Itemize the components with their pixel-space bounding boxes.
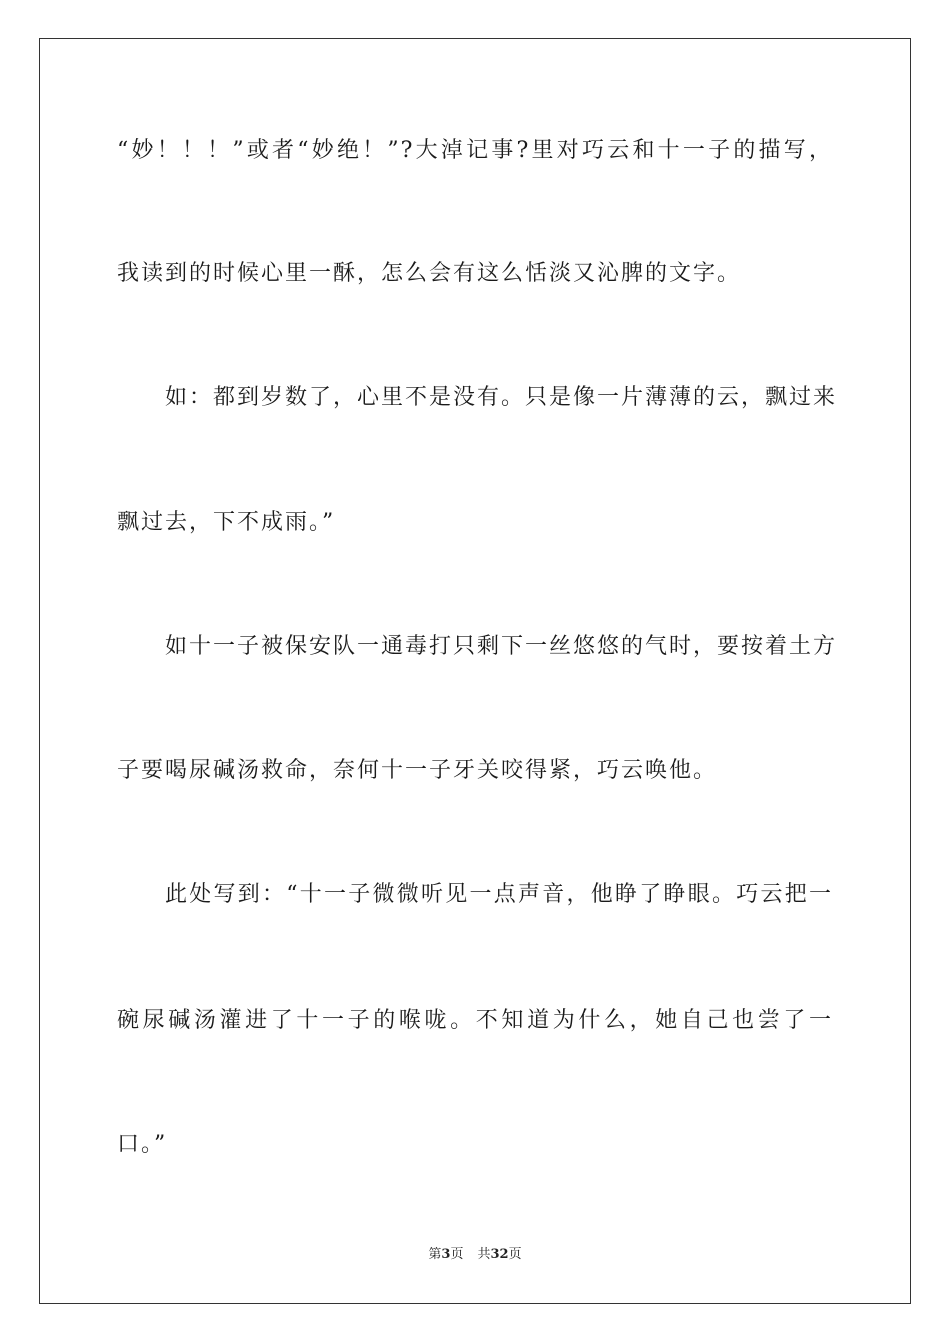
paragraph-line-2: 我读到的时候心里一酥，怎么会有这么恬淡又沁脾的文字。 xyxy=(117,261,742,286)
paragraph-line-8: 碗尿碱汤灌进了十一子的喉咙。不知道为什么，她自己也尝了一 xyxy=(117,1008,833,1033)
paragraph-line-3: 如：都到岁数了，心里不是没有。只是像一片薄薄的云，飘过来 xyxy=(165,385,838,410)
paragraph-line-5: 如十一子被保安队一通毒打只剩下一丝悠悠的气时，要按着土方 xyxy=(165,634,838,659)
total-prefix: 共 xyxy=(477,1247,491,1262)
page-prefix: 第 xyxy=(428,1247,442,1262)
total-suffix: 页 xyxy=(508,1247,522,1262)
total-pages: 32 xyxy=(490,1247,509,1262)
page-number: 3 xyxy=(441,1247,451,1262)
paragraph-line-6: 子要喝尿碱汤救命，奈何十一子牙关咬得紧，巧云唤他。 xyxy=(117,758,718,783)
paragraph-line-4: 飘过去，下不成雨。” xyxy=(117,510,336,535)
paragraph-line-7: 此处写到：“十一子微微听见一点声音，他睁了睁眼。巧云把一 xyxy=(165,882,833,907)
page-suffix: 页 xyxy=(450,1247,464,1262)
page-border xyxy=(39,38,911,1304)
paragraph-line-9: 口。” xyxy=(117,1132,168,1157)
page-footer xyxy=(0,1246,950,1264)
paragraph-line-1: “妙！！！”或者“妙绝！”?大淖记事?里对巧云和十一子的描写， xyxy=(117,138,833,163)
